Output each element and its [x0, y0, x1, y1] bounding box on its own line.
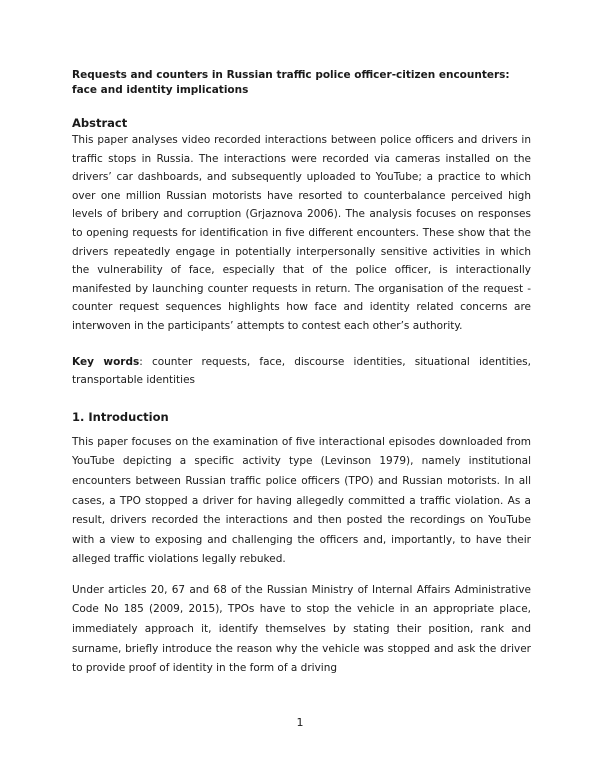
abstract-heading: Abstract: [72, 116, 128, 130]
abstract-paragraph: This paper analyses video recorded interactions between police officers and drivers in traffic stops in Russia. The interactions were recorded via cameras installed on the drivers’ car dashboards, and subsequently uploaded to YouTube; a practice to which over one million Russian motorists have resorted to counterbalance perceived high levels of bribery and corruption (Grjaznova 2006). The analysis focuses on responses to opening requests for identification in five different encounters. These show that the drivers repeatedly engage in potentially interpersonally sensitive activities in which the vulnerability of face, especially that of the police officer, is interactionally manifested by launching counter requests in return. The organisation of the request - counter request sequences highlights how face and identity related concerns are interwoven in the participants’ attempts to contest each other’s authority.: [72, 134, 531, 332]
keywords-label: Key words: [72, 355, 140, 368]
page-number: 1: [296, 716, 304, 729]
keywords-text: : counter requests, face, discourse identities, situational identities, transportable identities: [72, 355, 531, 387]
paper-title: Requests and counters in Russian traffic police officer-citizen encounters: face and identity implications: [72, 69, 510, 96]
section-heading-introduction: 1. Introduction: [72, 409, 169, 424]
intro-paragraph-2: Under articles 20, 67 and 68 of the Russian Ministry of Internal Affairs Administrative Code No 185 (2009, 2015), TPOs have to stop the vehicle in an appropriate place, immediately approach it, identify themselves by stating their position, rank and surname, briefly introduce the reason why the vehicle was stopped and ask the driver to provide proof of identity in the form of a driving: [72, 583, 531, 675]
page-body: [72, 68, 531, 679]
keywords-paragraph: [72, 353, 531, 390]
paragraph-gap: [72, 570, 531, 581]
intro-paragraph-1: This paper focuses on the examination of five interactional episodes downloaded from YouTube depicting a specific activity type (Levinson 1979), namely institutional encounters between Russian traffic police officers (TPO) and Russian motorists. In all cases, a TPO stopped a driver for having allegedly committed a traffic violation. As a result, drivers recorded the interactions and then posted the recordings on YouTube with a view to exposing and challenging the officers and, importantly, to have their alleged traffic violations legally rebuked.: [72, 435, 531, 566]
